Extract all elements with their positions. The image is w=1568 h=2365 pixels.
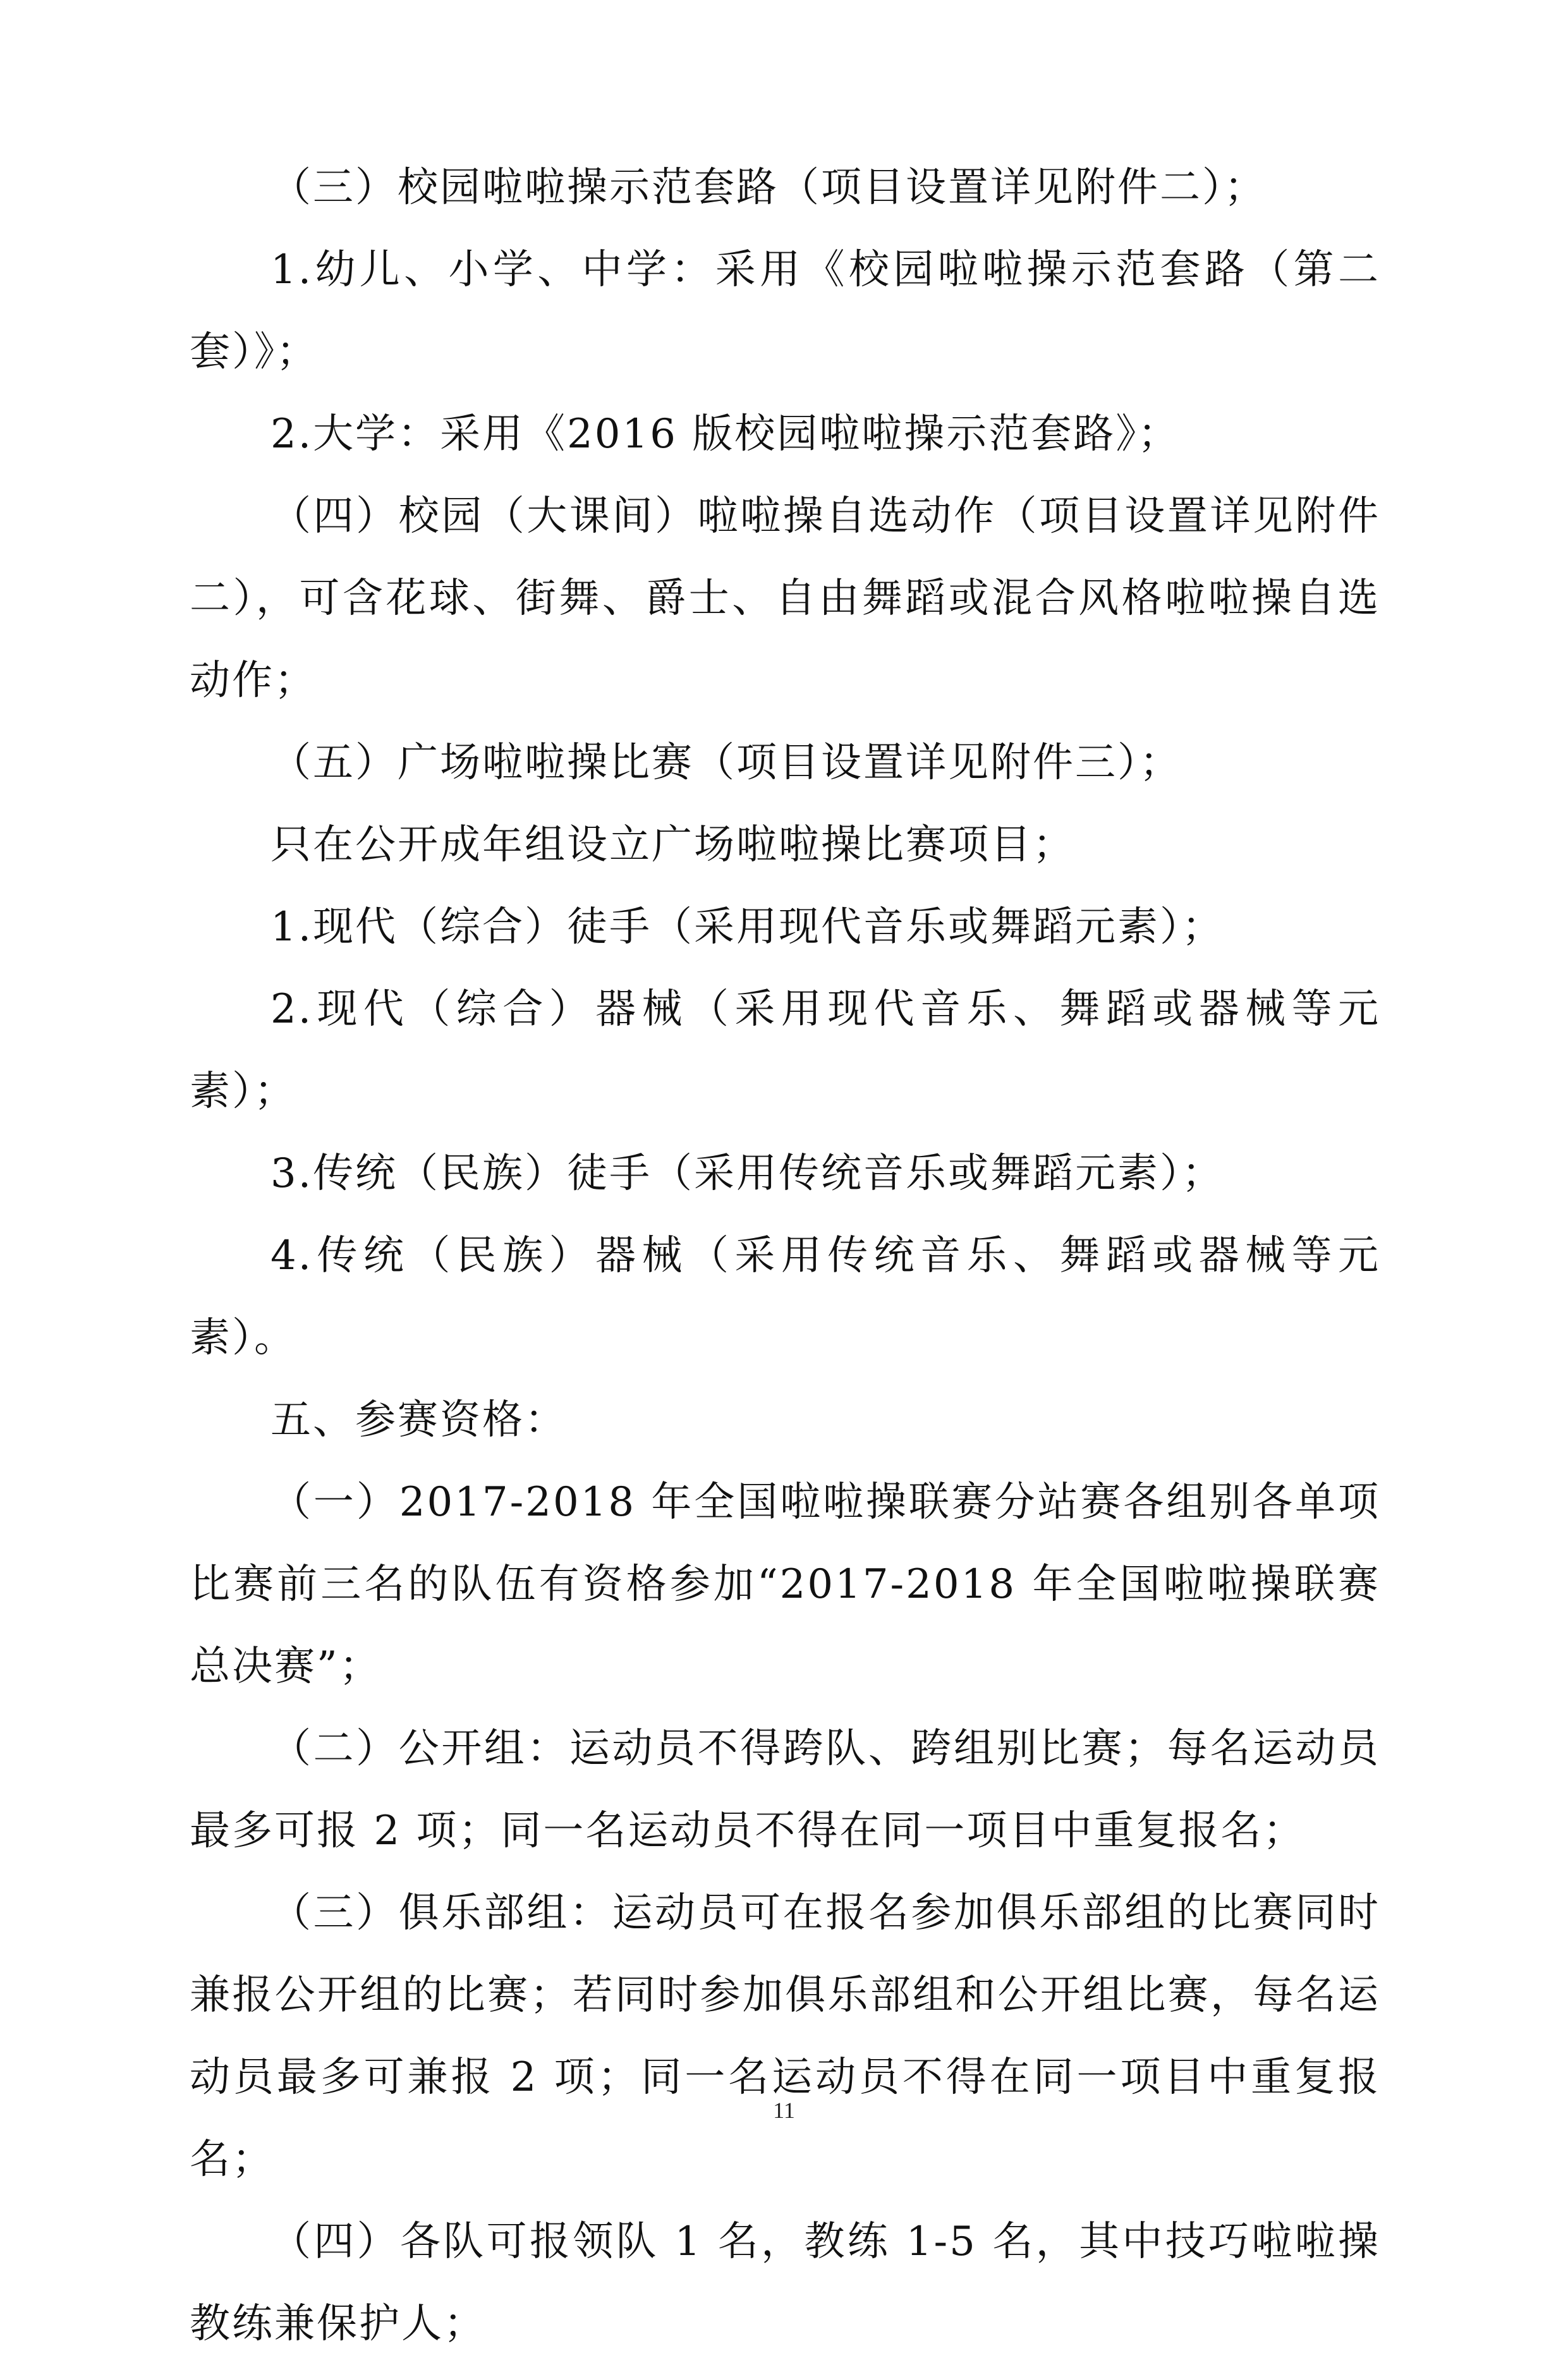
paragraph-1: （三）校园啦啦操示范套路（项目设置详见附件二）； — [270, 164, 1267, 211]
paragraph-15: （四）各队可报领队 1 名，教练 1-5 名，其中技巧啦啦操教练兼保护人； — [190, 2218, 1380, 2347]
paragraph-8: 2.现代（综合）器械（采用现代音乐、舞蹈或器械等元素）； — [190, 986, 1380, 1115]
paragraph-14: （三）俱乐部组：运动员可在报名参加俱乐部组的比赛同时兼报公开组的比赛；若同时参加俱乐部组和公开组比赛，每名运动员最多可兼报 2 项；同一名运动员不得在同一项目中重复报名； — [190, 1890, 1380, 2183]
body-text — [190, 147, 1380, 2365]
page-number: 11 — [773, 2098, 795, 2123]
paragraph-2: 1.幼儿、小学、中学：采用《校园啦啦操示范套路（第二套）》； — [190, 246, 1380, 375]
paragraph-12: （一）2017-2018 年全国啦啦操联赛分站赛各组别各单项比赛前三名的队伍有资格参加“2017-2018 年全国啦啦操联赛总决赛”； — [190, 1479, 1380, 1690]
paragraph-13: （二）公开组：运动员不得跨队、跨组别比赛；每名运动员最多可报 2 项；同一名运动员不得在同一项目中重复报名； — [190, 1725, 1380, 1854]
paragraph-6: 只在公开成年组设立广场啦啦操比赛项目； — [270, 822, 1075, 868]
paragraph-9: 3.传统（民族）徒手（采用传统音乐或舞蹈元素）； — [270, 1150, 1225, 1197]
paragraph-5: （五）广场啦啦操比赛（项目设置详见附件三）； — [270, 739, 1182, 786]
paragraph-10: 4.传统（民族）器械（采用传统音乐、舞蹈或器械等元素）。 — [190, 1232, 1380, 1361]
paragraph-3: 2.大学：采用《2016 版校园啦啦操示范套路》； — [270, 411, 1181, 458]
section-heading: 五、参赛资格： — [270, 1397, 567, 1444]
paragraph-4: （四）校园（大课间）啦啦操自选动作（项目设置详见附件二），可含花球、街舞、爵士、自由舞蹈或混合风格啦啦操自选动作； — [190, 493, 1380, 704]
paragraph-7: 1.现代（综合）徒手（采用现代音乐或舞蹈元素）； — [270, 904, 1225, 951]
